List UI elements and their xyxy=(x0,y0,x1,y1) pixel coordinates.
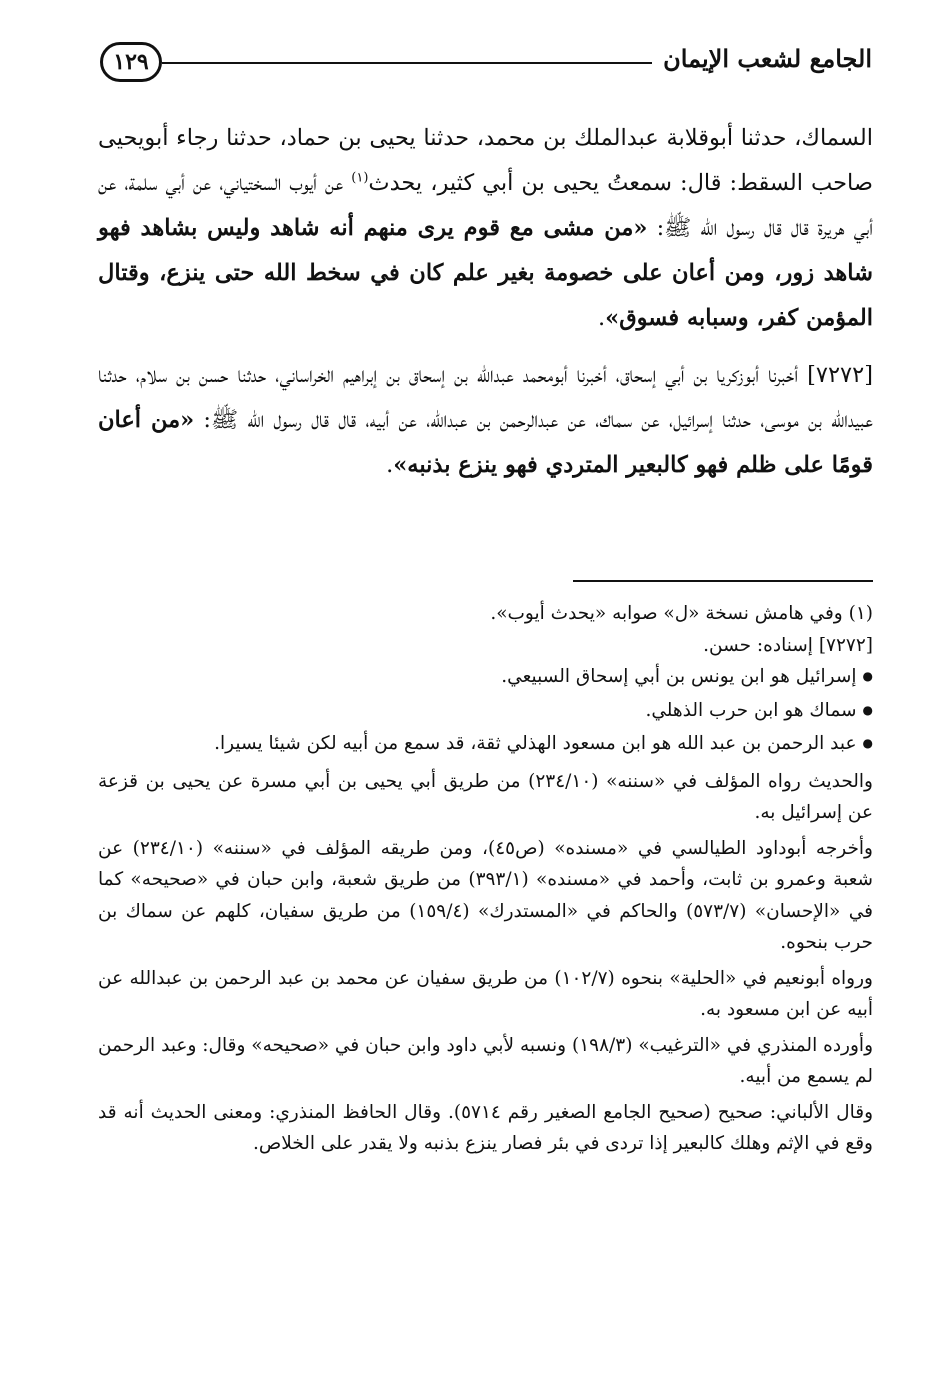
sentence-end: . xyxy=(597,305,606,331)
main-text xyxy=(98,116,873,488)
hadith-paragraph-1 xyxy=(98,116,873,341)
takhrij-paragraph-3: ورواه أبونعيم في «الحلية» بنحوه (١٠٢/٧) من طريق سفيان عن محمد بن عبد الرحمن بن عبدالله عن أبيه عن ابن مسعود به. xyxy=(98,967,873,1020)
narrator-note-2: ● سماك هو ابن حرب الذهلي. xyxy=(98,695,873,729)
hadith-paragraph-2 xyxy=(98,353,873,488)
hadith-text: «من أعان قومًا على ظلم فهو كالبعير المتردي فهو ينزع بذنبه» xyxy=(98,407,873,478)
page-header xyxy=(100,38,872,88)
narrator-note-1: ● إسرائيل هو ابن يونس بن أبي إسحاق السبيعي. xyxy=(98,661,873,695)
footnote-1: (١) وفي هامش نسخة «ل» صوابه «يحدث أيوب». xyxy=(490,603,873,624)
hadith-text: «من مشى مع قوم يرى منهم أنه شاهد وليس بشاهد فهو شاهد زور، ومن أعان على خصومة بغير علم كان في سخط الله حتى ينزع، وقتال المؤمن كفر، وسبابه فسوق» xyxy=(98,215,873,331)
takhrij-paragraph-1: والحديث رواه المؤلف في «سننه» (٢٣٤/١٠) من طريق أبي يحيى بن أبي مسرة عن يحيى بن قزعة عن إسرائيل به. xyxy=(98,770,873,823)
takhrij-paragraph-5: وقال الألباني: صحيح (صحيح الجامع الصغير رقم ٥٧١٤). وقال الحافظ المنذري: ومعنى الحديث أنه قد وقع في الإثم وهلك كالبعير إذا تردى في بئر فصار ينزع بذنبه ولا يقدر على الخلاص. xyxy=(98,1101,873,1154)
takhrij-heading: [٧٢٧٢] إسناده: حسن. xyxy=(703,634,873,656)
page-number: ١٢٩ xyxy=(113,49,149,75)
page-number-badge xyxy=(100,42,162,82)
takhrij-paragraph-2: وأخرجه أبوداود الطيالسي في «مسنده» (ص٤٥)، ومن طريقه المؤلف في «سننه» (٢٣٤/١٠) عن شعبة وعمرو بن ثابت، وأحمد في «مسنده» (٣٩٣/١) من طريق شعبة، وابن حبان في «صحيحه» كما في «الإحسان» (٥٧٣/٧) والحاكم في «المستدرك» (١٥٩/٤) من طريق سفيان، كلهم عن سماك بن حرب بنحوه. xyxy=(98,837,874,953)
footnote-separator xyxy=(573,580,873,582)
header-rule xyxy=(162,62,652,64)
sentence-end: . xyxy=(386,452,394,478)
footnote-marker: (١) xyxy=(351,170,369,186)
chain-text-continued: عن أيوب السختياني، عن أبي سلمة، عن أبي هريرة قال قال رسول الله ﷺ: xyxy=(98,170,874,241)
chain-text: السماك، حدثنا أبوقلابة عبدالملك بن محمد، حدثنا يحيى بن حماد، حدثنا رجاء أبويحيى صاحب السقط: قال: سمعتُ يحيى بن أبي كثير، يحدث xyxy=(98,125,873,196)
footnotes xyxy=(98,598,873,1160)
takhrij-paragraph-4: وأورده المنذري في «الترغيب» (١٩٨/٣) ونسبه لأبي داود وابن حبان في «صحيحه» وقال: وعبد الرحمن لم يسمع من أبيه. xyxy=(98,1034,873,1087)
narrator-note-3: ● عبد الرحمن بن عبد الله هو ابن مسعود الهذلي ثقة، قد سمع من أبيه لكن شيئا يسيرا. xyxy=(98,728,873,762)
book-title: الجامع لشعب الإيمان xyxy=(663,44,872,73)
chain-text: [٧٢٧٢] أخبرنا أبوزكريا بن أبي إسحاق، أخبرنا أبومحمد عبدالله بن إسحاق بن إبراهيم الخراساني، حدثنا حسن بن سلام، حدثنا عبيدالله بن موسى، حدثنا إسرائيل، عن سماك، عن عبدالرحمن بن عبدالله، عن أبيه، قال قال رسول الله ﷺ: xyxy=(98,362,874,433)
